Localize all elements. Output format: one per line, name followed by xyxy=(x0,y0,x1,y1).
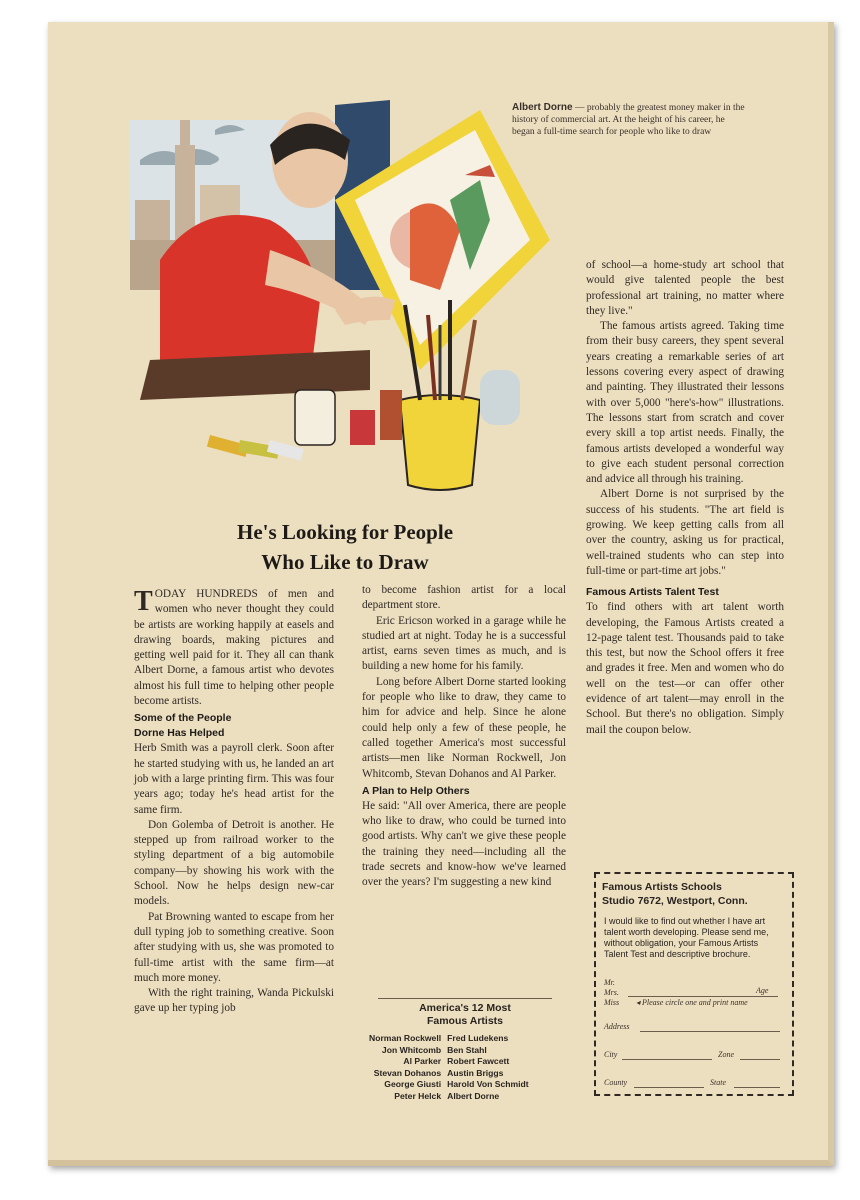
caption-text: — probably the greatest money maker in the history of commercial art. At the height of his career, he began a full-time search for people who like to draw xyxy=(512,103,745,137)
column-1 xyxy=(134,587,334,1017)
paragraph: Don Golemba of Detroit is another. He stepped up from railroad worker to the styling department of a big automobile company—by showing his work with the School. Now he helps design new-car models. xyxy=(134,818,334,908)
artists-title-2: Famous Artists xyxy=(426,1015,504,1027)
table-row xyxy=(366,1079,532,1091)
mail-coupon xyxy=(594,872,794,1096)
famous-artists-box xyxy=(360,998,570,1102)
state-label: State xyxy=(710,1078,726,1087)
headline-line-2: Who Like to Draw xyxy=(261,550,429,574)
mr-label: Mr. xyxy=(604,978,615,987)
name-note xyxy=(636,998,748,1007)
column-2 xyxy=(362,583,566,891)
table-row xyxy=(366,1068,532,1080)
age-label: Age xyxy=(756,986,769,995)
paragraph: Herb Smith was a payroll clerk. Soon after he started studying with us, he landed an art job with a large printing firm. This was four years ago; today he's head artist for the same firm. xyxy=(134,742,334,816)
subhead-helped-2: Dorne Has Helped xyxy=(134,727,225,740)
artist-name: Norman Rockwell xyxy=(369,1033,442,1043)
artist-name: Jon Whitcomb xyxy=(381,1044,442,1055)
mrs-label: Mrs. xyxy=(604,988,619,997)
headline-line-1: He's Looking for People xyxy=(236,520,454,544)
county-field[interactable] xyxy=(634,1087,704,1088)
subhead-talent-test: Famous Artists Talent Test xyxy=(586,586,719,599)
state-field[interactable] xyxy=(734,1087,780,1088)
artist-name: Peter Helck xyxy=(394,1090,442,1101)
city-label: City xyxy=(604,1050,618,1059)
zone-label: Zone xyxy=(718,1050,734,1059)
lead-in: ODAY HUNDREDS xyxy=(154,588,258,600)
paragraph: Albert Dorne is not surprised by the success of his students. "The art field is growing. We keep getting calls from all over the country, asking us for practical, well-trained students who can step into full-time or part-time art jobs." xyxy=(586,488,784,577)
table-row xyxy=(366,1033,532,1045)
artist-name: Robert Fawcett xyxy=(447,1056,510,1066)
artist-name: Fred Ludekens xyxy=(447,1033,509,1043)
paragraph: Pat Browning wanted to escape from her dull typing job to something creative. Soon after studying with us, she was promoted to full-time artist with the same firm—at much more money. xyxy=(134,910,334,984)
arrow-icon: ◂ xyxy=(636,998,643,1007)
artist-name: Ben Stahl xyxy=(447,1044,487,1055)
intro-text: of men and women who never thought they could be artists are working happily at easels and drawing boards, making pictures and getting well paid for it. They all can thank Albert Dorne, a famous artist who devotes almost his full time to helping other people become artists. xyxy=(134,588,334,708)
caption-name: Albert Dorne xyxy=(512,102,573,113)
artist-name: Al Parker xyxy=(403,1056,442,1066)
artists-table xyxy=(366,1033,532,1102)
county-label: County xyxy=(604,1078,628,1087)
coupon-body: I would like to find out whether I have art talent worth developing. Please send me, without obligation, your Famous Artists Talent Test and descriptive brochure. xyxy=(604,916,769,959)
illustration-caption xyxy=(512,102,747,138)
coupon-school: Famous Artists Schools xyxy=(602,881,722,893)
artist-name: Albert Dorne xyxy=(447,1090,500,1101)
subhead-helped-1: Some of the People xyxy=(134,712,232,725)
artist-name: Austin Briggs xyxy=(447,1067,504,1078)
coupon-address: Studio 7672, Westport, Conn. xyxy=(602,895,748,907)
paragraph: With the right training, Wanda Pickulski gave up her typing job xyxy=(134,987,334,1015)
artist-name: Stevan Dohanos xyxy=(373,1067,442,1078)
artist-name: George Giusti xyxy=(384,1079,442,1089)
table-row xyxy=(366,1091,532,1103)
subhead-plan: A Plan to Help Others xyxy=(362,784,470,797)
artist-illustration xyxy=(120,90,560,510)
address-field[interactable] xyxy=(640,1031,780,1032)
divider xyxy=(378,998,552,999)
drop-cap: T xyxy=(134,586,153,617)
note-text: Please circle one and print name xyxy=(642,998,748,1007)
paragraph: Long before Albert Dorne started looking for people who like to draw, they came to him for advice and help. Since he alone could help only a few of these people, he called together America's most successful artists—men like Norman Rockwell, Jon Whitcomb, Stevan Dohanos and Al Parker. xyxy=(362,675,566,780)
artists-title-1: America's 12 Most xyxy=(419,1002,511,1014)
intro-paragraph xyxy=(134,587,334,709)
address-label: Address xyxy=(604,1022,630,1031)
miss-label: Miss xyxy=(604,998,620,1007)
name-field[interactable] xyxy=(628,996,778,997)
paragraph: He said: "All over America, there are people who like to draw, who could be turned into good artists. Why can't we give these people the training they need—including all the trade secrets and know-how we've learned over the years? I'm suggesting a new kind xyxy=(362,799,566,889)
zone-field[interactable] xyxy=(740,1059,780,1060)
table-row xyxy=(366,1045,532,1057)
paragraph: The famous artists agreed. Taking time from their busy careers, they spent several years creating a remarkable series of art lessons covering every aspect of drawing and painting. They illustrated their lessons with over 5,000 "here's-how" illustrations. The lessons start from scratch and cover every skill a top artist needs. Finally, the famous artists developed a wonderful way to give each student personal correction and advice all through his training. xyxy=(586,320,784,486)
artist-name: Harold Von Schmidt xyxy=(447,1079,529,1089)
paragraph: of school—a home-study art school that would give talented people the best professional art training, no matter where they live." xyxy=(586,259,784,317)
paragraph: to become fashion artist for a local department store. xyxy=(362,584,566,612)
table-row xyxy=(366,1056,532,1068)
column-3 xyxy=(586,258,784,738)
city-field[interactable] xyxy=(622,1059,712,1060)
paragraph: To find others with art talent worth developing, the Famous Artists created a 12-page talent test. Thousands paid to take this test, but now the School offers it free and grades it free. Men and women who do well on the test—or can offer other evidence of art talent—may enroll in the School. But there's no obligation. Simply mail the coupon below. xyxy=(586,601,784,736)
page-title xyxy=(160,517,530,577)
paragraph: Eric Ericson worked in a garage while he studied art at night. Today he is a successful artist, earns seven times as much, and is building a new home for his family. xyxy=(362,614,566,673)
